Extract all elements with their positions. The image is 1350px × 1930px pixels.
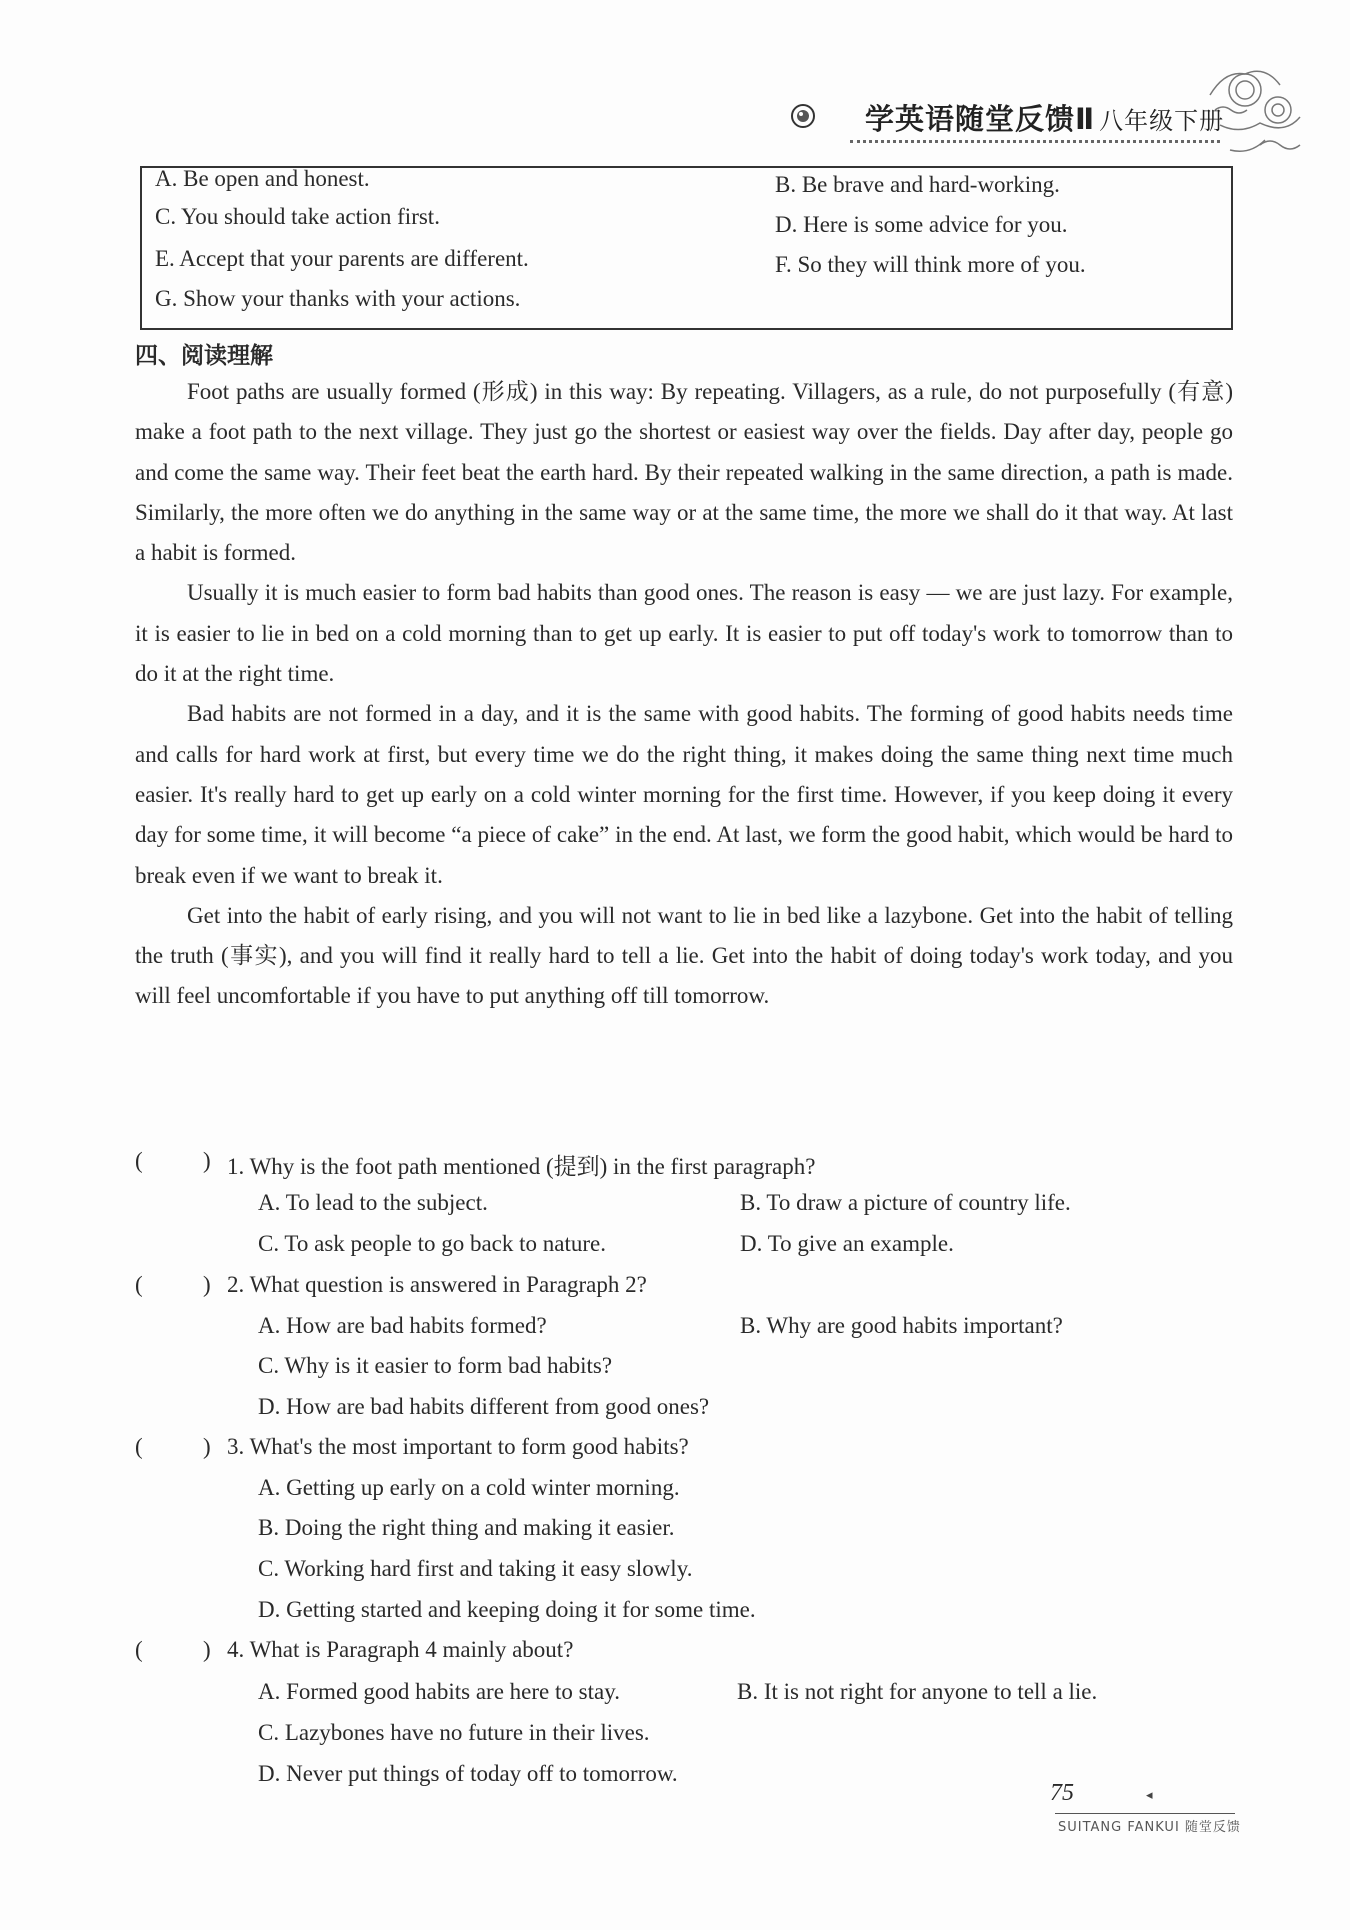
choice-1b: B. To draw a picture of country life. <box>740 1190 1071 1215</box>
spiral-dot-icon <box>790 103 816 129</box>
answer-bracket-open[interactable]: ( <box>135 1637 143 1662</box>
header-dotted-rule <box>850 140 1220 143</box>
passage-paragraph: Usually it is much easier to form bad habits than good ones. The reason is easy — we are just lazy. For example, it is easier to lie in bed on a cold morning than to get up early. It is easier to put off today's work to tomorrow than to do it at the right time. <box>135 580 1233 687</box>
reading-passage <box>135 372 1233 1017</box>
answer-bracket-close: ) <box>203 1272 211 1297</box>
page-header <box>790 95 1225 155</box>
question-stem: 1. Why is the foot path mentioned (提到) in the first paragraph? <box>227 1154 816 1179</box>
option-e: E. Accept that your parents are different. <box>155 246 529 271</box>
question-stem: 2. What question is answered in Paragraph 2? <box>227 1272 647 1297</box>
choice-2a: A. How are bad habits formed? <box>258 1313 547 1338</box>
choice-2d: D. How are bad habits different from good ones? <box>258 1394 710 1419</box>
page-number: 75 <box>1050 1780 1074 1806</box>
choice-3a: A. Getting up early on a cold winter morning. <box>258 1475 680 1500</box>
choice-2b: B. Why are good habits important? <box>740 1313 1063 1338</box>
choice-3b: B. Doing the right thing and making it easier. <box>258 1515 675 1540</box>
passage-paragraph: Bad habits are not formed in a day, and it is the same with good habits. The forming of good habits needs time and calls for hard work at first, but every time we do the right thing, it makes doing the same thing next time much easier. It's really hard to get up early on a cold winter morning for the first time. However, if you keep doing it every day for some time, it will become “a piece of cake” in the end. At last, we form the good habit, which would be hard to break even if we want to break it. <box>135 701 1233 888</box>
answer-bracket-open[interactable]: ( <box>135 1434 143 1459</box>
passage-paragraph: Foot paths are usually formed (形成) in this way: By repeating. Villagers, as a rule, do not purposefully (有意) make a foot path to the next village. They just go the shortest or easiest way over the fields. Day after day, people go and come the same way. Their feet beat the earth hard. By their repeated walking in the same direction, a path is made. Similarly, the more often we do anything in the same way or at the same time, the more we shall do it that way. At last a habit is formed. <box>135 379 1233 566</box>
choice-4a: A. Formed good habits are here to stay. <box>258 1679 620 1704</box>
floral-ornament-icon <box>1200 55 1310 165</box>
footer-brand: SUITANG FANKUI 随堂反馈 <box>1058 1820 1241 1835</box>
footer-rule <box>1055 1813 1235 1814</box>
choice-3d: D. Getting started and keeping doing it for some time. <box>258 1597 756 1622</box>
book-title <box>865 97 1224 138</box>
choice-4b: B. It is not right for anyone to tell a lie. <box>737 1679 1098 1704</box>
answer-bracket-close: ) <box>203 1148 211 1173</box>
triangle-arrow-icon: ◂ <box>1146 1788 1153 1803</box>
option-a: A. Be open and honest. <box>155 166 370 191</box>
choice-4c: C. Lazybones have no future in their lives. <box>258 1720 650 1745</box>
answer-bracket-open[interactable]: ( <box>135 1272 143 1297</box>
section-heading: 四、阅读理解 <box>135 343 273 369</box>
choice-1d: D. To give an example. <box>740 1231 954 1256</box>
question-stem: 3. What's the most important to form good habits? <box>227 1434 689 1459</box>
option-c: C. You should take action first. <box>155 204 440 229</box>
answer-bracket-close: ) <box>203 1637 211 1662</box>
answer-bracket-open[interactable]: ( <box>135 1148 143 1173</box>
option-d: D. Here is some advice for you. <box>775 212 1068 237</box>
option-f: F. So they will think more of you. <box>775 252 1086 277</box>
option-b: B. Be brave and hard-working. <box>775 172 1060 197</box>
choice-1c: C. To ask people to go back to nature. <box>258 1231 606 1256</box>
choice-1a: A. To lead to the subject. <box>258 1190 488 1215</box>
option-g: G. Show your thanks with your actions. <box>155 286 521 311</box>
book-title-text: 学英语随堂反馈Ⅱ <box>865 102 1096 136</box>
choice-4d: D. Never put things of today off to tomorrow. <box>258 1761 678 1786</box>
passage-paragraph: Get into the habit of early rising, and you will not want to lie in bed like a lazybone. Get into the habit of telling the truth (事实), and you will find it really hard to tell a lie. Get into the habit of doing today's work today, and you will feel uncomfortable if you have to put anything off till tomorrow. <box>135 902 1233 1009</box>
answer-bracket-close: ) <box>203 1434 211 1459</box>
choice-2c: C. Why is it easier to form bad habits? <box>258 1353 613 1378</box>
grade-label: 八年级下册 <box>1099 107 1225 135</box>
question-stem: 4. What is Paragraph 4 mainly about? <box>227 1637 574 1662</box>
choice-3c: C. Working hard first and taking it easy slowly. <box>258 1556 693 1581</box>
